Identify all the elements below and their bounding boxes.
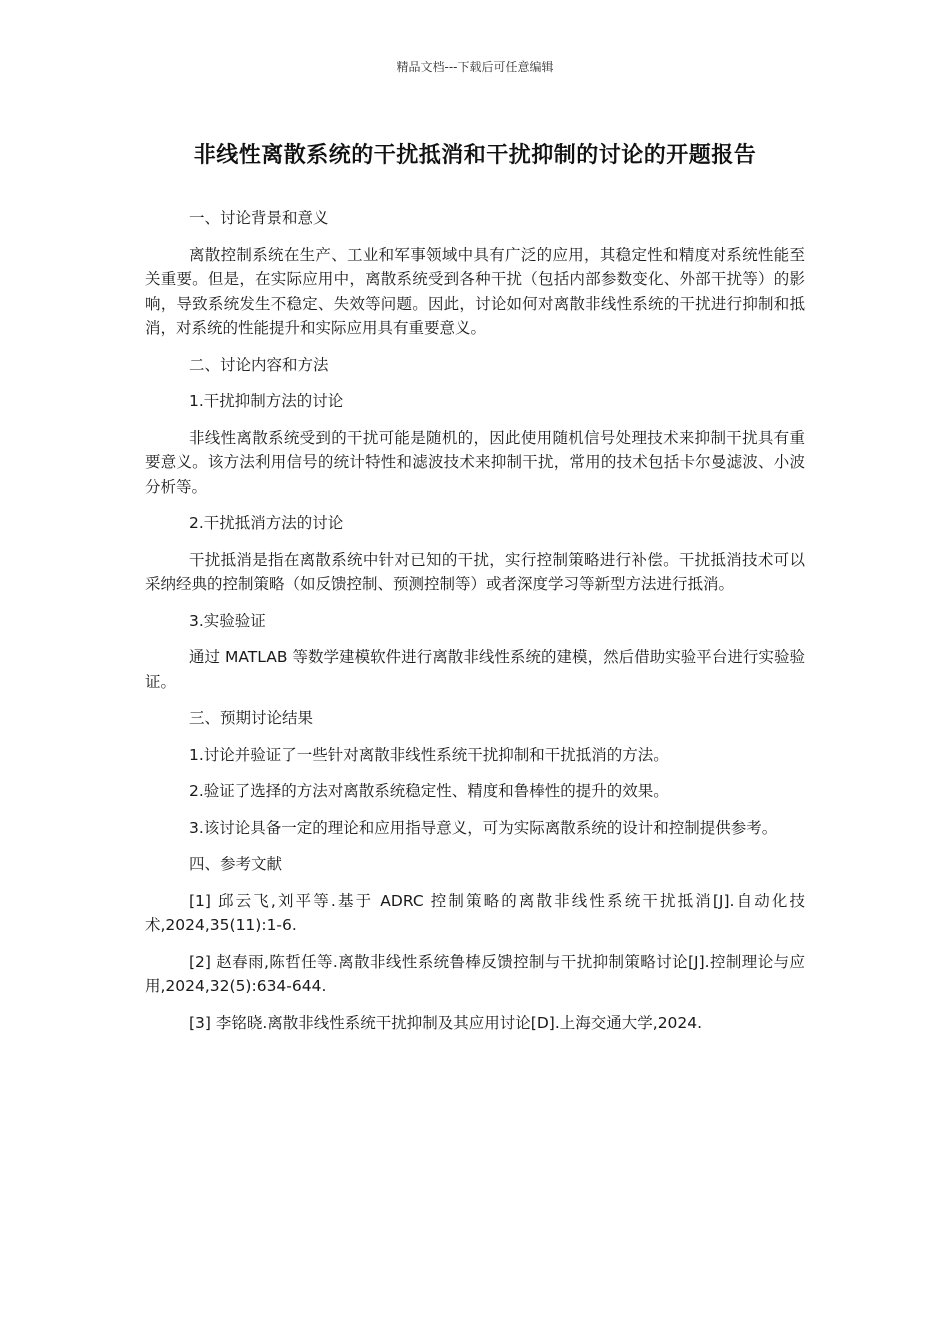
paragraph-cancellation: 干扰抵消是指在离散系统中针对已知的干扰，实行控制策略进行补偿。干扰抵消技术可以采纳经典的控制策略（如反馈控制、预测控制等）或者深度学习等新型方法进行抵消。 xyxy=(145,550,805,593)
section-heading-expected-results: 三、预期讨论结果 xyxy=(189,709,314,727)
subheading-cancellation: 2.干扰抵消方法的讨论 xyxy=(189,514,344,532)
section-heading-references: 四、参考文献 xyxy=(189,855,283,873)
paragraph-suppression: 非线性离散系统受到的干扰可能是随机的，因此使用随机信号处理技术来抑制干扰具有重要意义。该方法利用信号的统计特性和滤波技术来抑制干扰，常用的技术包括卡尔曼滤波、小波分析等。 xyxy=(145,428,805,496)
document-title: 非线性离散系统的干扰抵消和干扰抑制的讨论的开题报告 xyxy=(193,143,757,168)
paragraph-experiment: 通过 MATLAB 等数学建模软件进行离散非线性系统的建模，然后借助实验平台进行实验验证。 xyxy=(145,648,805,691)
result-item-1: 1.讨论并验证了一些针对离散非线性系统干扰抑制和干扰抵消的方法。 xyxy=(189,745,669,764)
result-item-3: 3.该讨论具备一定的理论和应用指导意义，可为实际离散系统的设计和控制提供参考。 xyxy=(189,818,778,837)
reference-item-1: [1] 邱云飞,刘平等.基于 ADRC 控制策略的离散非线性系统干扰抵消[J].自动化技术,2024,35(11):1-6. xyxy=(145,891,805,934)
document-body xyxy=(145,206,805,1047)
section-heading-background: 一、讨论背景和意义 xyxy=(189,209,329,227)
section-heading-content-method: 二、讨论内容和方法 xyxy=(189,355,329,374)
subheading-experiment: 3.实验验证 xyxy=(189,611,266,630)
header-note: 精品文档---下载后可任意编辑 xyxy=(396,60,554,74)
subheading-suppression: 1.干扰抑制方法的讨论 xyxy=(189,392,344,410)
reference-item-2: [2] 赵春雨,陈哲任等.离散非线性系统鲁棒反馈控制与干扰抑制策略讨论[J].控制理论与应用,2024,32(5):634-644. xyxy=(145,952,805,995)
result-item-2: 2.验证了选择的方法对离散系统稳定性、精度和鲁棒性的提升的效果。 xyxy=(189,782,669,800)
reference-item-3: [3] 李铭晓.离散非线性系统干扰抑制及其应用讨论[D].上海交通大学,2024. xyxy=(189,1013,703,1032)
paragraph-background: 离散控制系统在生产、工业和军事领域中具有广泛的应用，其稳定性和精度对系统性能至关重要。但是，在实际应用中，离散系统受到各种干扰（包括内部参数变化、外部干扰等）的影响，导致系统发生不稳定、失效等问题。因此，讨论如何对离散非线性系统的干扰进行抑制和抵消，对系统的性能提升和实际应用具有重要意义。 xyxy=(145,245,805,337)
